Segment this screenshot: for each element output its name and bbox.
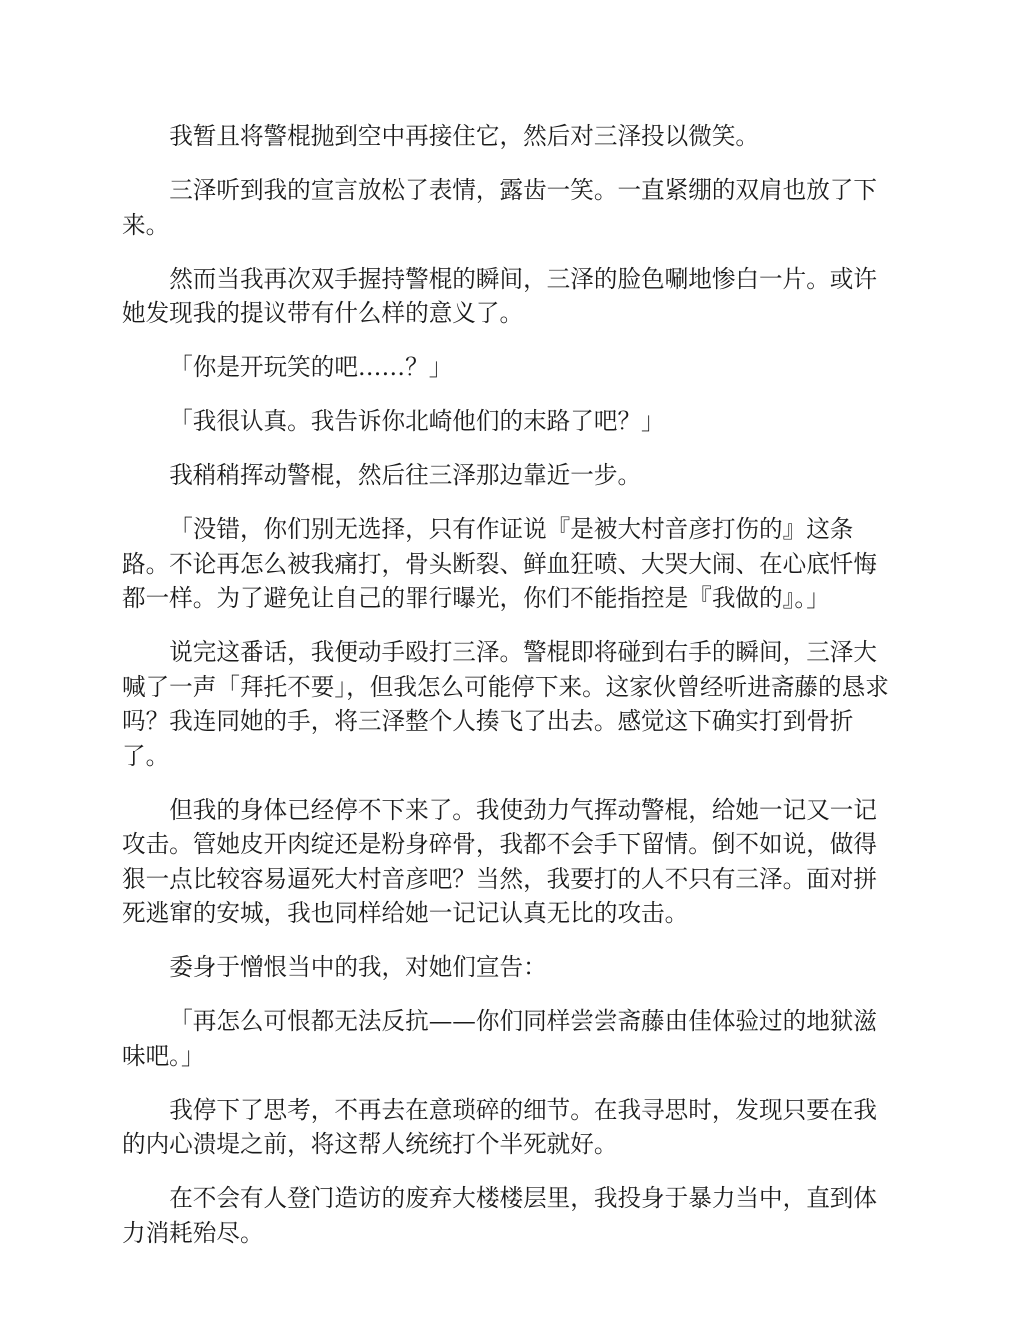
paragraph-3: 然而当我再次双手握持警棍的瞬间，三泽的脸色唰地惨白一片。或许她发现我的提议带有什么样的意义了。 <box>122 264 877 327</box>
page-body <box>122 119 898 1270</box>
paragraph-10: 委身于憎恨当中的我，对她们宣告： <box>169 953 547 981</box>
paragraph-2: 三泽听到我的宣言放松了表情，露齿一笑。一直紧绷的双肩也放了下来。 <box>122 176 877 239</box>
dialogue-line-1: 「你是开玩笑的吧……？」 <box>169 353 453 381</box>
paragraph-6: 我稍稍挥动警棍，然后往三泽那边靠近一步。 <box>169 461 642 489</box>
dialogue-line-3: 「没错，你们别无选择，只有作证说『是被大村音彦打伤的』这条路。不论再怎么被我痛打，骨头断裂、鲜血狂喷、大哭大闹、在心底忏悔都一样。为了避免让自己的罪行曝光，你们不能指控是『我做的』。」 <box>122 515 877 612</box>
paragraph-13: 在不会有人登门造访的废弃大楼楼层里，我投身于暴力当中，直到体力消耗殆尽。 <box>122 1184 877 1247</box>
paragraph-8: 说完这番话，我便动手殴打三泽。警棍即将碰到右手的瞬间，三泽大喊了一声「拜托不要」，但我怎么可能停下来。这家伙曾经听进斋藤的恳求吗？我连同她的手，将三泽整个人揍飞了出去。感觉这下确实打到骨折了。 <box>122 638 889 770</box>
paragraph-12: 我停下了思考，不再去在意琐碎的细节。在我寻思时，发现只要在我的内心溃堤之前，将这帮人统统打个半死就好。 <box>122 1095 877 1158</box>
dialogue-line-2: 「我很认真。我告诉你北崎他们的末路了吧？」 <box>169 407 665 435</box>
paragraph-9: 但我的身体已经停不下来了。我使劲力气挥动警棍，给她一记又一记攻击。管她皮开肉绽还是粉身碎骨，我都不会手下留情。倒不如说，做得狠一点比较容易逼死大村音彦吧？当然，我要打的人不只有三泽。面对拼死逃窜的安城，我也同样给她一记记认真无比的攻击。 <box>122 795 877 927</box>
dialogue-line-4: 「再怎么可恨都无法反抗——你们同样尝尝斋藤由佳体验过的地狱滋味吧。」 <box>122 1007 877 1070</box>
paragraph-1: 我暂且将警棍抛到空中再接住它，然后对三泽投以微笑。 <box>169 122 760 150</box>
